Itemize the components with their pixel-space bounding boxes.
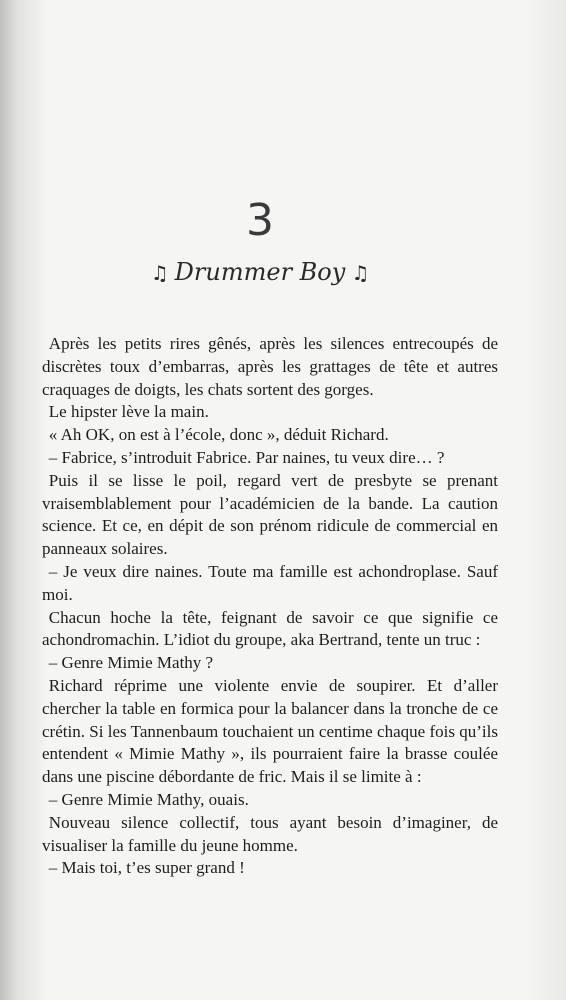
paragraph: Le hipster lève la main. (48, 402, 209, 422)
music-note-icon: ♫ (150, 261, 169, 285)
paragraph: – Fabrice, s’introduit Fabrice. Par naines, tu veux dire… ? (48, 447, 445, 467)
paragraph: Après les petits rires gênés, après les silences entrecoupés de discrètes toux d’embarras, après les grattages de tête et autres craquages de doigts, les chats sortent des gorges. (42, 334, 498, 399)
paragraph: « Ah OK, on est à l’école, donc », déduit Richard. (48, 425, 389, 445)
paragraph: – Genre Mimie Mathy ? (48, 653, 214, 673)
music-note-icon: ♫ (351, 261, 370, 285)
chapter-number: 3 (246, 195, 274, 246)
paragraph: – Genre Mimie Mathy, ouais. (48, 789, 249, 809)
paragraph: Puis il se lisse le poil, regard vert de presbyte se prenant vraisemblablement pour l’académicien de la bande. La caution science. Et ce, en dépit de son prénom ridicule de commercial en panneaux solaires. (42, 470, 498, 559)
body-text (42, 333, 498, 880)
paragraph: Chacun hoche la tête, feignant de savoir ce que signifie ce achondromachin. L’idiot du groupe, aka Bertrand, tente un truc : (42, 607, 498, 650)
paragraph: Nouveau silence collectif, tous ayant besoin d’imaginer, de visualiser la famille du jeune homme. (42, 812, 498, 855)
chapter-title (0, 258, 520, 286)
paragraph: Richard réprime une violente envie de soupirer. Et d’aller chercher la table en formica pour la balancer dans la tronche de ce crétin. Si les Tannenbaum touchaient un centime chaque fois qu’ils entendent « Mimie Mathy », ils pourraient faire la brasse coulée dans une piscine débordante de fric. Mais il se limite à : (42, 675, 498, 787)
paragraph: – Je veux dire naines. Toute ma famille est achondroplase. Sauf moi. (42, 561, 498, 604)
paragraph: – Mais toi, t’es super grand ! (48, 858, 245, 878)
chapter-title-text: Drummer Boy (174, 258, 346, 286)
